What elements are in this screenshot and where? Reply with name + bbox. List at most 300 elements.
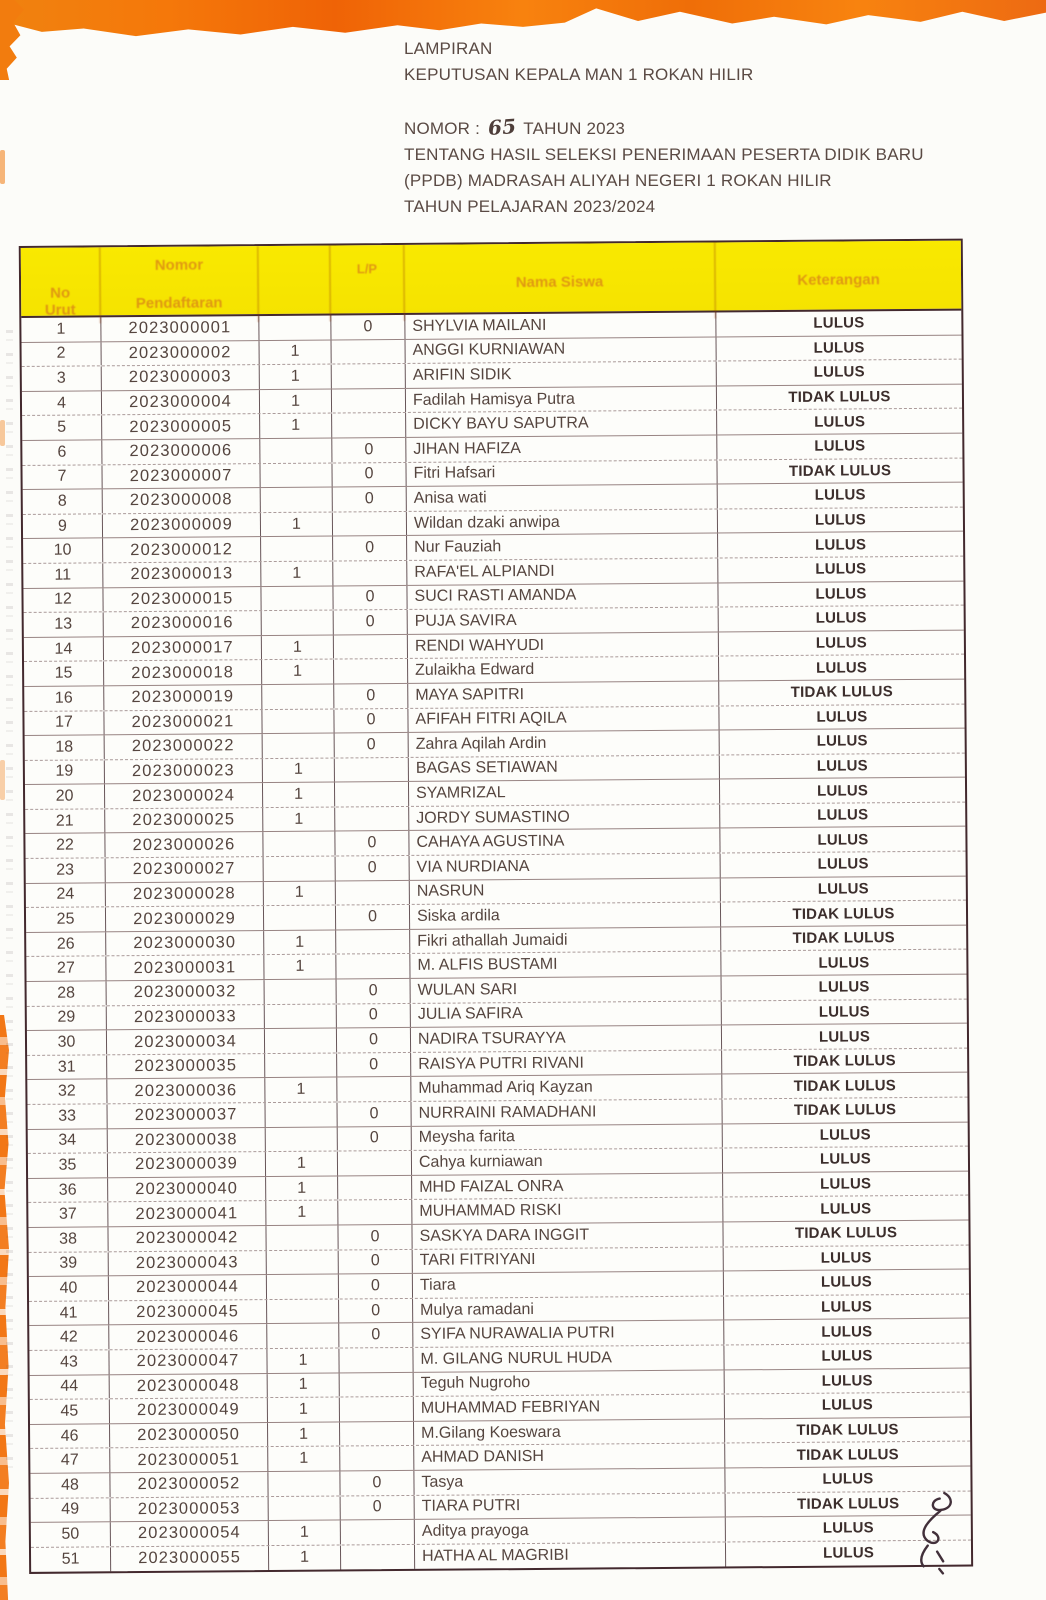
cell-registration: 2023000026 — [105, 833, 263, 858]
cell-no: 9 — [23, 514, 103, 538]
cell-result: LULUS — [816, 781, 869, 800]
cell-registration: 2023000006 — [102, 439, 260, 464]
cell-l: 1 — [263, 807, 335, 831]
cell-name: Zahra Aqilah Ardin — [409, 731, 720, 757]
cell-result: LULUS — [816, 757, 868, 775]
cell-result: TIDAK LULUS — [788, 388, 891, 407]
cell-result: LULUS — [815, 535, 867, 554]
cell-result: TIDAK LULUS — [792, 929, 895, 948]
cell-registration: 2023000050 — [110, 1423, 268, 1448]
cell-result: LULUS — [822, 1470, 874, 1488]
cell-name: ANGGI KURNIAWAN — [405, 337, 716, 363]
cell-p — [338, 1151, 412, 1175]
table-header-row — [21, 241, 962, 318]
cell-result: LULUS — [814, 486, 866, 505]
cell-registration: 2023000029 — [106, 906, 264, 931]
cell-no: 26 — [26, 932, 106, 956]
cell-p — [336, 930, 410, 954]
cell-no: 14 — [24, 637, 104, 661]
cell-no: 46 — [30, 1424, 110, 1448]
cell-registration: 2023000012 — [103, 537, 261, 562]
cell-p — [333, 561, 407, 585]
cell-l: 1 — [267, 1348, 339, 1372]
cell-registration: 2023000052 — [110, 1472, 268, 1497]
cell-result: LULUS — [818, 1003, 870, 1021]
cell-p: 0 — [335, 831, 409, 855]
cell-no: 24 — [26, 883, 106, 907]
cell-p: 0 — [338, 1225, 412, 1249]
cell-name: Wildan dzaki anwipa — [407, 509, 718, 535]
cell-registration: 2023000005 — [102, 414, 260, 439]
cell-name: Fitri Hafsari — [406, 460, 717, 486]
scan-ghost-text-margin — [6, 330, 13, 1480]
cell-registration: 2023000017 — [104, 636, 262, 661]
cell-p — [335, 807, 409, 831]
cell-result: LULUS — [813, 339, 865, 357]
cell-name: SASKYA DARA INGGIT — [412, 1222, 723, 1248]
cell-name: TARI FITRIYANI — [413, 1247, 724, 1273]
cell-no: 20 — [25, 785, 105, 809]
cell-name: SYAMRIZAL — [409, 780, 720, 806]
cell-p — [332, 364, 406, 388]
cell-p: 0 — [337, 1004, 411, 1028]
cell-registration: 2023000043 — [109, 1251, 267, 1276]
cell-result: TIDAK LULUS — [796, 1421, 899, 1439]
cell-l — [268, 1471, 340, 1495]
cell-registration: 2023000018 — [104, 660, 262, 685]
cell-no: 10 — [23, 539, 103, 563]
cell-no: 1 — [21, 317, 101, 341]
cell-name: BAGAS SETIAWAN — [409, 755, 720, 781]
cell-p: 0 — [335, 733, 409, 757]
cell-result: LULUS — [821, 1372, 873, 1390]
cell-name: Cahya kurniawan — [412, 1149, 723, 1175]
cell-name: SUCI RASTI AMANDA — [407, 583, 718, 609]
heading-gap — [404, 88, 924, 114]
cell-registration: 2023000028 — [106, 882, 264, 907]
cell-p: 0 — [339, 1249, 413, 1273]
cell-result: LULUS — [817, 855, 869, 874]
cell-l: 1 — [262, 635, 334, 659]
cell-name: Siska ardila — [410, 903, 721, 929]
cell-p — [335, 758, 409, 782]
cell-p — [334, 659, 408, 683]
cell-no: 18 — [25, 735, 105, 759]
cell-no: 48 — [30, 1473, 110, 1497]
cell-p: 0 — [337, 1053, 411, 1077]
cell-result: LULUS — [821, 1347, 873, 1365]
cell-name: Aditya prayoga — [415, 1518, 726, 1544]
cell-l — [266, 1225, 338, 1249]
cell-name: Fadilah Hamisya Putra — [406, 386, 717, 412]
header-keterangan: Keterangan — [797, 270, 880, 289]
cell-no: 8 — [23, 489, 103, 513]
cell-name: TIARA PUTRI — [415, 1493, 726, 1519]
cell-p — [340, 1397, 414, 1421]
cell-l — [267, 1275, 339, 1299]
cell-name: Mulya ramadani — [413, 1296, 724, 1322]
scan-artifact-left-dash — [0, 760, 5, 800]
cell-registration: 2023000049 — [110, 1398, 268, 1423]
cell-no: 47 — [30, 1449, 110, 1473]
cell-l — [267, 1299, 339, 1323]
cell-no: 43 — [29, 1350, 109, 1374]
cell-l — [265, 1029, 337, 1053]
cell-name: Tiara — [413, 1272, 724, 1298]
cell-l: 1 — [261, 512, 333, 536]
cell-registration: 2023000025 — [105, 808, 263, 833]
table-body — [21, 311, 971, 1573]
cell-name: AFIFAH FITRI AQILA — [408, 706, 719, 732]
cell-result: LULUS — [817, 880, 869, 898]
cell-registration: 2023000055 — [111, 1546, 269, 1572]
header-lp: L/P — [331, 245, 406, 322]
cell-no: 13 — [24, 612, 104, 636]
cell-name: Teguh Nugroho — [414, 1370, 725, 1396]
cell-no: 29 — [27, 1006, 107, 1030]
cell-p: 0 — [337, 979, 411, 1003]
cell-l — [265, 980, 337, 1004]
cell-name: Meysha farita — [412, 1124, 723, 1150]
cell-l: 1 — [268, 1373, 340, 1397]
subject-line-2: (PPDB) MADRASAH ALIYAH NEGERI 1 ROKAN HILIR — [404, 171, 832, 190]
cell-registration: 2023000045 — [109, 1300, 267, 1325]
nomor-handwritten-value: 65 — [487, 114, 518, 140]
cell-p — [337, 1077, 411, 1101]
header-l-column — [259, 246, 332, 323]
cell-registration: 2023000040 — [108, 1177, 266, 1202]
cell-registration: 2023000008 — [103, 488, 261, 513]
cell-name: Tasya — [414, 1468, 725, 1494]
cell-l: 1 — [266, 1152, 338, 1176]
cell-result: LULUS — [816, 708, 868, 726]
cell-name: M. GILANG NURUL HUDA — [413, 1345, 724, 1371]
cell-result: LULUS — [818, 978, 870, 997]
cell-name: SHYLVIA MAILANI — [405, 313, 716, 339]
cell-l: 1 — [263, 758, 335, 782]
cell-no: 45 — [30, 1399, 110, 1423]
cell-registration: 2023000054 — [111, 1521, 269, 1546]
cell-p: 0 — [332, 438, 406, 462]
cell-result: LULUS — [820, 1175, 872, 1193]
cell-no: 39 — [29, 1252, 109, 1276]
cell-name: MAYA SAPITRI — [408, 681, 719, 707]
cell-no: 19 — [25, 760, 105, 784]
cell-no: 5 — [22, 416, 102, 440]
subject-line-1: TENTANG HASIL SELEKSI PENERIMAAN PESERTA DIDIK BARU — [404, 145, 924, 164]
cell-registration: 2023000004 — [102, 390, 260, 415]
cell-l: 1 — [268, 1447, 340, 1471]
cell-result: TIDAK LULUS — [792, 904, 895, 923]
cell-name: DICKY BAYU SAPUTRA — [406, 411, 717, 437]
cell-registration: 2023000007 — [102, 464, 260, 489]
cell-result: LULUS — [813, 314, 865, 333]
cell-result: LULUS — [821, 1298, 873, 1316]
cell-registration: 2023000039 — [108, 1152, 266, 1177]
cell-result: TIDAK LULUS — [790, 683, 893, 702]
cell-no: 40 — [29, 1276, 109, 1300]
header-no-urut: No Urut — [21, 247, 102, 324]
cell-l — [269, 1496, 341, 1520]
cell-p: 0 — [334, 684, 408, 708]
cell-result: LULUS — [816, 658, 868, 677]
cell-name: Anisa wati — [407, 485, 718, 511]
scan-artifact-left-dash — [0, 420, 5, 446]
cell-registration: 2023000027 — [106, 857, 264, 882]
cell-name: NASRUN — [410, 878, 721, 904]
cell-l — [264, 906, 336, 930]
cell-registration: 2023000021 — [104, 710, 262, 735]
cell-result: LULUS — [820, 1249, 872, 1267]
cell-p: 0 — [339, 1274, 413, 1298]
cell-result: LULUS — [814, 437, 866, 456]
cell-l: 1 — [269, 1545, 341, 1570]
cell-result: TIDAK LULUS — [794, 1224, 898, 1243]
cell-name: HATHA AL MAGRIBI — [415, 1542, 726, 1569]
cell-name: Nur Fauziah — [407, 534, 718, 560]
cell-p — [340, 1422, 414, 1446]
cell-p: 0 — [336, 856, 410, 880]
cell-result: TIDAK LULUS — [788, 462, 892, 480]
cell-p — [333, 512, 407, 536]
cell-result: LULUS — [815, 560, 867, 578]
scan-artifact-left-top — [0, 0, 24, 80]
cell-l: 1 — [260, 365, 332, 389]
cell-name: SYIFA NURAWALIA PUTRI — [413, 1321, 724, 1347]
cell-l — [264, 857, 336, 881]
cell-l: 1 — [265, 1078, 337, 1102]
cell-result: LULUS — [815, 585, 867, 603]
cell-p — [334, 635, 408, 659]
cell-name: Zulaikha Edward — [408, 657, 719, 683]
cell-no: 4 — [22, 391, 102, 415]
nomor-label: NOMOR : — [404, 119, 481, 138]
cell-l — [267, 1250, 339, 1274]
header-nama-siswa: Nama Siswa — [405, 243, 717, 321]
cell-registration: 2023000019 — [104, 685, 262, 710]
cell-no: 27 — [26, 957, 106, 981]
cell-l: 1 — [263, 783, 335, 807]
cell-l — [262, 684, 334, 708]
cell-registration: 2023000053 — [111, 1497, 269, 1522]
cell-l: 1 — [264, 881, 336, 905]
cell-no: 2 — [22, 342, 102, 366]
cell-l — [265, 1053, 337, 1077]
cell-name: M.Gilang Koeswara — [414, 1419, 725, 1445]
cell-result: LULUS — [815, 634, 867, 652]
cell-registration: 2023000041 — [108, 1201, 266, 1226]
cell-registration: 2023000038 — [108, 1128, 266, 1153]
cell-result: TIDAK LULUS — [793, 1052, 896, 1071]
cell-no: 38 — [28, 1227, 108, 1251]
cell-p — [340, 1446, 414, 1470]
cell-registration: 2023000013 — [103, 562, 261, 587]
cell-registration: 2023000033 — [107, 1005, 265, 1030]
cell-registration: 2023000015 — [103, 587, 261, 612]
cell-name: PUJA SAVIRA — [408, 608, 719, 634]
cell-registration: 2023000042 — [108, 1226, 266, 1251]
cell-registration: 2023000037 — [107, 1103, 265, 1128]
cell-no: 30 — [27, 1031, 107, 1055]
cell-l — [265, 1103, 337, 1127]
cell-no: 49 — [31, 1498, 111, 1522]
subject-line-3: TAHUN PELAJARAN 2023/2024 — [404, 197, 656, 216]
cell-p: 0 — [337, 1102, 411, 1126]
cell-p: 0 — [339, 1299, 413, 1323]
cell-p — [339, 1348, 413, 1372]
cell-l: 1 — [268, 1422, 340, 1446]
results-table — [19, 239, 973, 1575]
cell-registration: 2023000003 — [102, 365, 260, 390]
cell-no: 11 — [23, 563, 103, 587]
cell-name: M. ALFIS BUSTAMI — [410, 952, 721, 978]
cell-l: 1 — [260, 340, 332, 364]
cell-no: 23 — [26, 858, 106, 882]
cell-p: 0 — [332, 463, 406, 487]
cell-registration: 2023000030 — [106, 931, 264, 956]
cell-l — [266, 1127, 338, 1151]
cell-result: LULUS — [822, 1519, 874, 1538]
cell-result: TIDAK LULUS — [793, 1076, 897, 1095]
nomor-year: TAHUN 2023 — [523, 119, 626, 138]
cell-name: MUHAMMAD FEBRIYAN — [414, 1395, 725, 1421]
cell-no: 32 — [27, 1080, 107, 1104]
cell-result: LULUS — [821, 1322, 873, 1341]
cell-l: 1 — [266, 1201, 338, 1225]
cell-name: JULIA SAFIRA — [411, 1001, 722, 1027]
cell-p — [336, 954, 410, 978]
cell-l: 1 — [266, 1176, 338, 1200]
cell-no: 25 — [26, 908, 106, 932]
cell-result: LULUS — [817, 831, 869, 849]
cell-no: 17 — [24, 711, 104, 735]
cell-registration: 2023000036 — [107, 1078, 265, 1103]
cell-name: Muhammad Ariq Kayzan — [411, 1075, 722, 1101]
cell-p — [338, 1200, 412, 1224]
cell-result: LULUS — [819, 1150, 872, 1169]
cell-p: 0 — [334, 610, 408, 634]
cell-no: 22 — [25, 834, 105, 858]
cell-l: 1 — [260, 389, 332, 413]
cell-p: 0 — [338, 1127, 412, 1151]
cell-result: LULUS — [814, 511, 866, 529]
scan-artifact-left-dash — [0, 150, 5, 184]
cell-name: RAFA'EL ALPIANDI — [407, 558, 718, 584]
cell-l — [262, 709, 334, 733]
cell-name: JIHAN HAFIZA — [406, 435, 717, 461]
cell-p — [340, 1372, 414, 1396]
cell-no: 33 — [27, 1104, 107, 1128]
cell-no: 50 — [31, 1522, 111, 1546]
cell-name: MHD FAIZAL ONRA — [412, 1173, 723, 1199]
cell-no: 31 — [27, 1055, 107, 1079]
cell-l: 1 — [260, 414, 332, 438]
cell-l — [261, 586, 333, 610]
cell-no: 28 — [27, 981, 107, 1005]
cell-p — [332, 413, 406, 437]
cell-name: ARIFIN SIDIK — [406, 362, 717, 388]
cell-result: LULUS — [821, 1396, 873, 1415]
cell-result: LULUS — [813, 363, 865, 382]
cell-name: RAISYA PUTRI RIVANI — [411, 1050, 722, 1076]
cell-result: LULUS — [820, 1199, 872, 1218]
cell-name: NURRAINI RAMADHANI — [411, 1099, 722, 1125]
cell-registration: 2023000024 — [105, 783, 263, 808]
cell-registration: 2023000009 — [103, 513, 261, 538]
cell-no: 21 — [25, 809, 105, 833]
cell-p: 0 — [333, 536, 407, 560]
cell-l — [261, 488, 333, 512]
cell-no: 41 — [29, 1301, 109, 1325]
cell-l: 1 — [268, 1398, 340, 1422]
cell-name: RENDI WAHYUDI — [408, 632, 719, 658]
cell-result: LULUS — [818, 1027, 871, 1046]
cell-l: 1 — [264, 930, 336, 954]
cell-no: 42 — [29, 1326, 109, 1350]
cell-l — [260, 439, 332, 463]
cell-no: 36 — [28, 1178, 108, 1202]
cell-registration: 2023000046 — [109, 1324, 267, 1349]
cell-name: NADIRA TSURAYYA — [411, 1026, 722, 1052]
cell-name: WULAN SARI — [411, 977, 722, 1003]
cell-result: LULUS — [822, 1544, 875, 1563]
cell-l: 1 — [269, 1521, 341, 1545]
cell-result: TIDAK LULUS — [793, 1101, 897, 1120]
cell-registration: 2023000044 — [109, 1275, 267, 1300]
lampiran-label: LAMPIRAN — [404, 39, 493, 58]
nomor-line — [404, 114, 924, 142]
cell-registration: 2023000023 — [105, 759, 263, 784]
cell-result: LULUS — [819, 1126, 871, 1144]
cell-l — [261, 537, 333, 561]
cell-p: 0 — [337, 1028, 411, 1052]
cell-l — [260, 463, 332, 487]
cell-p — [332, 389, 406, 413]
cell-registration: 2023000048 — [110, 1374, 268, 1399]
cell-l: 1 — [261, 561, 333, 585]
cell-l — [263, 832, 335, 856]
document-heading — [404, 36, 924, 220]
cell-p: 0 — [333, 487, 407, 511]
cell-result: TIDAK LULUS — [796, 1494, 900, 1513]
cell-p: 0 — [336, 905, 410, 929]
cell-no: 7 — [22, 465, 102, 489]
cell-registration: 2023000035 — [107, 1054, 265, 1079]
cell-result: LULUS — [817, 806, 869, 824]
cell-no: 6 — [22, 440, 102, 464]
cell-l — [267, 1324, 339, 1348]
cell-p — [338, 1176, 412, 1200]
cell-l: 1 — [262, 660, 334, 684]
cell-result: LULUS — [818, 954, 870, 972]
cell-registration: 2023000016 — [104, 611, 262, 636]
cell-result: LULUS — [820, 1273, 872, 1292]
cell-name: Fikri athallah Jumaidi — [410, 927, 721, 953]
cell-p — [341, 1520, 415, 1544]
cell-l — [263, 734, 335, 758]
cell-p — [341, 1545, 415, 1570]
cell-l — [262, 611, 334, 635]
cell-p: 0 — [334, 708, 408, 732]
cell-name: VIA NURDIANA — [410, 854, 721, 880]
cell-p: 0 — [333, 585, 407, 609]
cell-name: CAHAYA AGUSTINA — [409, 829, 720, 855]
cell-p — [336, 881, 410, 905]
cell-registration: 2023000002 — [102, 341, 260, 366]
cell-no: 15 — [24, 662, 104, 686]
cell-p: 0 — [341, 1495, 415, 1519]
cell-registration: 2023000031 — [106, 956, 264, 981]
